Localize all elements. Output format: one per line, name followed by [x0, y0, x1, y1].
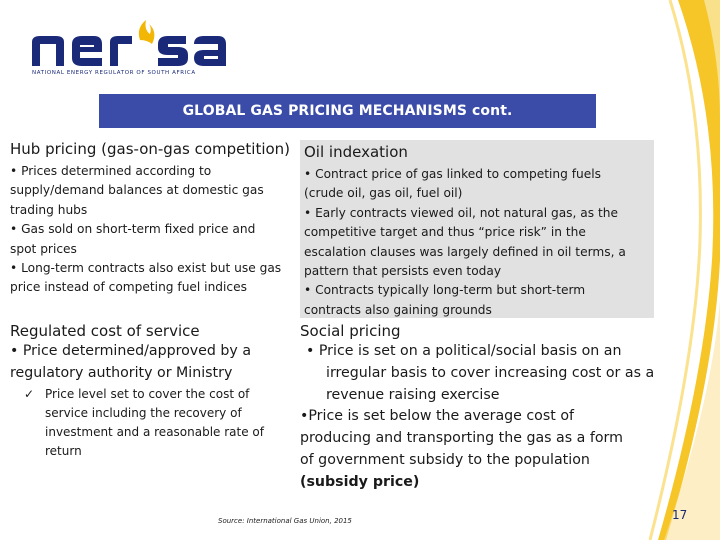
hub-pricing-heading: Hub pricing (gas-on-gas competition)	[10, 140, 291, 158]
oil-line: contracts also gaining grounds	[304, 302, 492, 317]
nersa-logo-mark	[28, 18, 238, 70]
check-line: return	[45, 443, 82, 458]
social-line: of government subsidy to the population	[300, 451, 590, 468]
source-note: Source: International Gas Union, 2015	[218, 517, 352, 525]
hub-line: spot prices	[10, 241, 77, 256]
oil-indexation-heading: Oil indexation	[304, 143, 408, 161]
check-line: investment and a reasonable rate of	[45, 424, 264, 439]
regulated-line: • Price determined/approved by a	[10, 343, 252, 359]
hub-line: • Long-term contracts also exist but use gas	[10, 261, 282, 276]
regulated-check-item	[10, 385, 305, 461]
oil-line: escalation clauses was largely defined in oil terms, a	[304, 244, 626, 259]
social-line: (subsidy price)	[300, 473, 420, 490]
social-bullet: • Price is set on a political/social basis on an irregular basis to cover increasing cost or as a revenue raising exercise	[306, 343, 655, 403]
hub-line: • Prices determined according to	[10, 164, 212, 178]
oil-line: pattern that persists even today	[304, 264, 502, 279]
oil-indexation-panel	[300, 140, 654, 318]
check-icon: ✓	[24, 386, 35, 401]
hub-line: price instead of competing fuel indices	[10, 280, 247, 295]
page-number: 17	[672, 508, 688, 522]
hub-line: • Gas sold on short-term fixed price and	[10, 222, 256, 237]
social-pricing-panel	[300, 322, 660, 497]
oil-line: competitive target and thus “price risk” in the	[304, 225, 586, 240]
regulated-line: regulatory authority or Ministry	[10, 364, 233, 381]
social-line: •Price is set below the average cost of	[300, 408, 574, 425]
oil-line: • Contracts typically long-term but short-term	[304, 283, 586, 298]
social-pricing-heading: Social pricing	[300, 322, 401, 340]
regulated-cost-heading: Regulated cost of service	[10, 322, 200, 340]
regulated-cost-panel	[10, 322, 305, 472]
hub-line: supply/demand balances at domestic gas	[10, 183, 264, 198]
hub-line: trading hubs	[10, 202, 88, 217]
hub-pricing-panel	[10, 140, 300, 310]
nersa-logo	[28, 18, 248, 88]
check-line: Price level set to cover the cost of	[45, 386, 250, 401]
oil-line: • Early contracts viewed oil, not natural gas, as the	[304, 205, 618, 220]
check-line: service including the recovery of	[45, 405, 242, 420]
slide-title: GLOBAL GAS PRICING MECHANISMS cont.	[99, 94, 596, 128]
logo-tagline: NATIONAL ENERGY REGULATOR OF SOUTH AFRICA	[32, 70, 196, 76]
oil-line: • Contract price of gas linked to competing fuels	[304, 167, 601, 181]
oil-line: (crude oil, gas oil, fuel oil)	[304, 186, 463, 201]
social-line: producing and transporting the gas as a form	[300, 430, 623, 447]
